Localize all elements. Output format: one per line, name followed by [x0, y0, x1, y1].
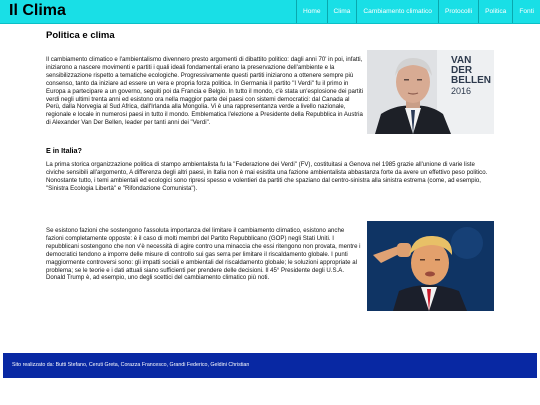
- nav-fonti[interactable]: Fonti: [512, 0, 540, 23]
- paragraph-italy: La prima storica organizzazione politica di stampo ambientalista fu la "Federazione dei Verdi" (FV), costituitasi a Genova nel 1985 grazie all'unione di varie liste civiche sensibili all'argomento, A differenza degli altri paesi, in Italia non è mai esistita una fazione ambientalista abbastanza forte da avere un effettivo peso politico. Nonostante tutto, i temi ambientali ed ecologici sono ripresi spesso e volentieri da partiti che spaziano dal centro-sinistra alla sinistra estrema (come, ad esempio, "Sinistra Ecologia Libertà" e "Rifondazione Comunista").: [46, 161, 488, 192]
- poster-line-4: 2016: [451, 86, 472, 96]
- footer-credits: Sito realizzato da: Butti Stefano, Ceruti Greta, Corazza Francesco, Grandi Federico, Geldini Christian: [12, 362, 250, 368]
- site-title: Il Clima: [9, 2, 66, 19]
- main-nav: [296, 0, 540, 23]
- section-subtitle: E in Italia?: [46, 146, 82, 155]
- poster-line-2: DER: [451, 65, 473, 76]
- nav-home[interactable]: Home: [296, 0, 327, 23]
- poster-line-1: VAN: [451, 55, 472, 66]
- van-der-bellen-poster: [451, 56, 493, 96]
- trump-photo: [367, 221, 494, 311]
- van-der-bellen-photo: [367, 50, 494, 134]
- nav-protocolli[interactable]: Protocolli: [438, 0, 478, 23]
- nav-cambiamento-climatico[interactable]: Cambiamento climatico: [356, 0, 438, 23]
- nav-clima[interactable]: Clima: [327, 0, 357, 23]
- paragraph-usa: Se esistono fazioni che sostengono l'assoluta importanza del limitare il cambiamento climatico, esistono anche fazioni completamente opposte: è il caso di molti membri del Partito Repubblicano (GOP) negli Stati Uniti. I repubblicani sostengono che non v'è necessità di agire contro una minaccia che essi ritengono non provata, mentre i democratici tendono a imporre delle misure di controllo sui gas serra per limitare il riscaldamento globale. I punti maggiormente controversi sono: gli impatti sociali e ambientali del riscaldamento globale; le soluzioni appropriate al problema; se le teorie e i dati attuali siano sufficienti per prendere delle decisioni. Il 45° Presidente degli U.S.A. Donald Trump è, ad esempio, uno degli scettici del cambiamento climatico più noti.: [46, 227, 361, 282]
- paragraph-green-parties: Il cambiamento climatico e l'ambientalismo divennero presto argomenti di dibattito politico: dagli anni 70' in poi, infatti, iniziarono a nascere movimenti e partiti i quali ideali fondamentali erano la preservazione dell'ambiente e la sensibilizzazione rispetto a tematiche ecologiche. Progressivamente questi partiti iniziarono a ottenere sempre più consenso, tanto da iniziare ad essere un vera e propria forza politica. In Germania il partito "I Verdi" fu il primo in Europa a partecipare a un governo, seguiti poi da Francia e Belgio. In tutto il mondo, c'è stata un'esplosione dei partiti verdi negli ultimi trenta anni ed esistono ora nella maggior parte dei paesi con sistemi democratici: dal Canada al Perù, dalla Norvegia al Sud Africa, dall'Irlanda alla Mongolia. Vi è una rappresentanza verde a livello nazionale, regionale e locale in numerosi paesi in tutto il mondo. Emblematica l'elezione a Presidente della Repubblica in Austria di Alexander Van Der Bellen, leader per tanti anni dei "Verdi".: [46, 56, 364, 127]
- top-bar: [0, 0, 540, 24]
- page-title: Politica e clima: [46, 30, 115, 41]
- footer: [3, 353, 537, 378]
- nav-politica[interactable]: Politica: [478, 0, 512, 23]
- poster-line-3: BELLEN: [451, 75, 491, 86]
